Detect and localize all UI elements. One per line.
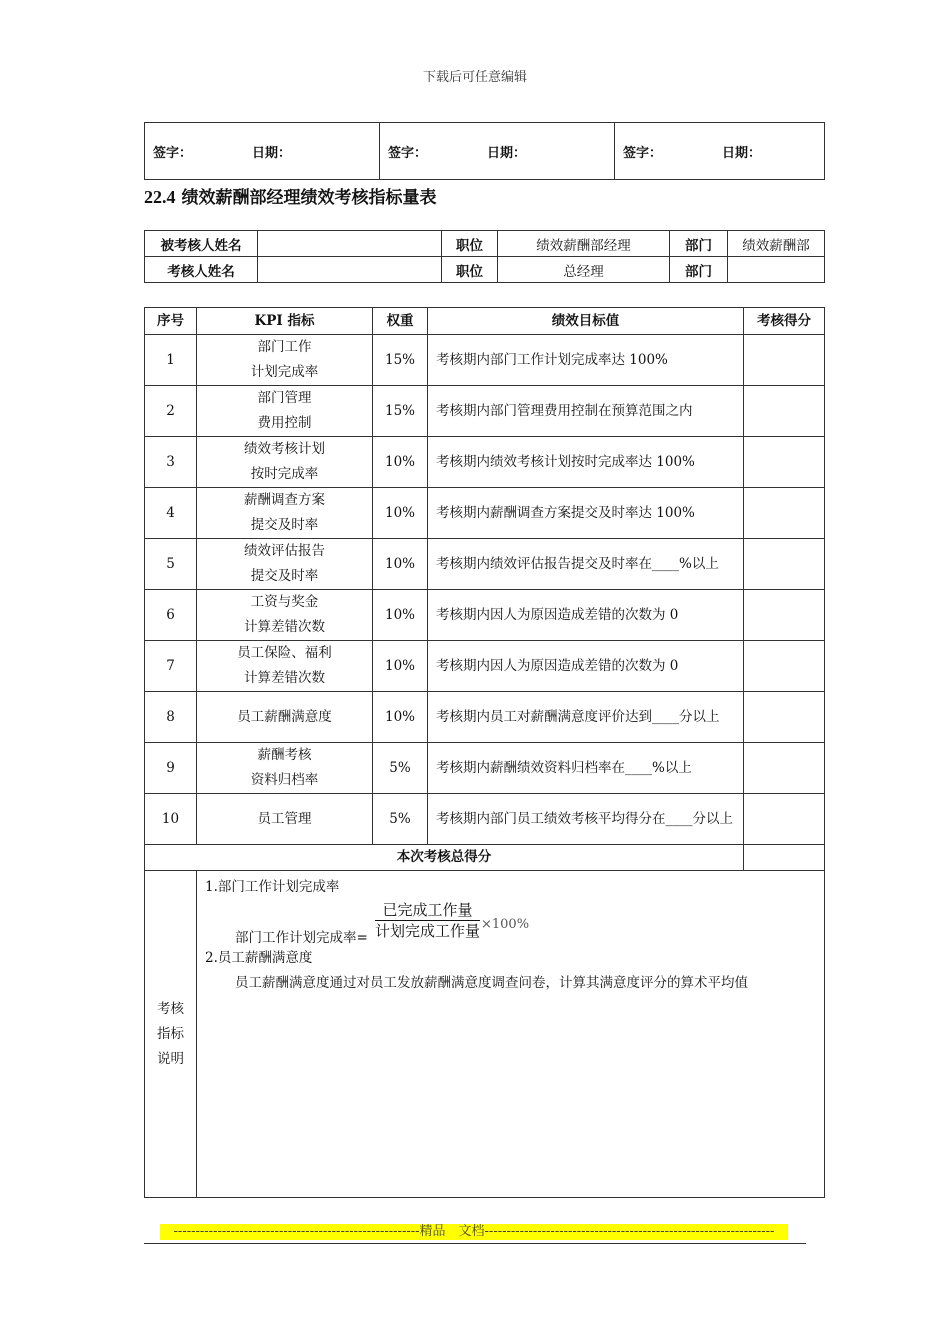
header-target: 绩效目标值 [428, 308, 744, 335]
completion-rate-formula [205, 900, 824, 946]
row-kpi [197, 743, 373, 794]
signature-cell-3 [615, 123, 825, 180]
table-row [145, 641, 825, 692]
row-weight: 10% [373, 692, 428, 743]
table-row [145, 437, 825, 488]
row-score [744, 335, 825, 386]
row-no: 1 [145, 335, 197, 386]
row-score [744, 437, 825, 488]
row-target: 考核期内薪酬绩效资料归档率在____%以上 [428, 743, 744, 794]
notes-label-line: 说明 [157, 1050, 184, 1067]
formula-fraction [375, 900, 480, 941]
table-row [145, 794, 825, 845]
header-kpi: KPI 指标 [197, 308, 373, 335]
assessee-name-label: 被考核人姓名 [145, 231, 258, 257]
row-target: 考核期内部门管理费用控制在预算范围之内 [428, 386, 744, 437]
signature-table [144, 122, 825, 180]
formula-multiplier: ×100% [481, 917, 530, 932]
row-score [744, 590, 825, 641]
assessor-name-label: 考核人姓名 [145, 257, 258, 283]
kpi-line: 工资与奖金 [250, 594, 319, 610]
position-label: 职位 [442, 257, 498, 283]
row-no: 7 [145, 641, 197, 692]
kpi-line: 薪酬考核 [257, 747, 312, 763]
kpi-line: 按时完成率 [250, 466, 319, 482]
row-no: 9 [145, 743, 197, 794]
formula-numerator: 已完成工作量 [375, 900, 480, 921]
kpi-line: 提交及时率 [250, 568, 319, 584]
footer-dashes-right: ------------------------------------------------------------------ [484, 1224, 775, 1239]
row-kpi [197, 386, 373, 437]
row-kpi [197, 641, 373, 692]
row-no: 6 [145, 590, 197, 641]
row-kpi [197, 794, 373, 845]
row-no: 3 [145, 437, 197, 488]
row-no: 4 [145, 488, 197, 539]
notes-label [145, 871, 197, 1198]
row-target: 考核期内因人为原因造成差错的次数为 0 [428, 590, 744, 641]
notes-label-line: 指标 [157, 1025, 184, 1042]
row-weight: 15% [373, 386, 428, 437]
row-kpi [197, 335, 373, 386]
total-label: 本次考核总得分 [145, 845, 744, 871]
kpi-line: 绩效评估报告 [244, 543, 325, 559]
kpi-line: 员工薪酬满意度 [237, 708, 332, 725]
row-target: 考核期内部门员工绩效考核平均得分在____分以上 [428, 794, 744, 845]
row-score [744, 743, 825, 794]
section-title-text: 绩效薪酬部经理绩效考核指标量表 [181, 188, 437, 208]
header-no: 序号 [145, 308, 197, 335]
kpi-line: 计划完成率 [250, 364, 319, 380]
assessor-name-value [258, 257, 442, 283]
row-target: 考核期内绩效考核计划按时完成率达 100% [428, 437, 744, 488]
assessee-position-value: 绩效薪酬部经理 [498, 231, 670, 257]
kpi-line: 部门管理 [257, 390, 312, 406]
table-row [145, 692, 825, 743]
dept-label: 部门 [670, 257, 728, 283]
date-label: 日期： [252, 145, 292, 161]
date-label: 日期： [722, 145, 762, 161]
sign-label: 签字： [388, 145, 428, 161]
sign-label: 签字： [623, 145, 663, 161]
row-target: 考核期内员工对薪酬满意度评价达到____分以上 [428, 692, 744, 743]
row-kpi [197, 488, 373, 539]
sign-label: 签字： [153, 145, 193, 161]
kpi-line: 员工管理 [257, 810, 312, 827]
table-row [145, 539, 825, 590]
row-score [744, 539, 825, 590]
formula-lhs: 部门工作计划完成率= [235, 930, 368, 946]
kpi-line: 计算差错次数 [244, 619, 325, 635]
header-score: 考核得分 [744, 308, 825, 335]
kpi-line: 费用控制 [257, 415, 312, 431]
kpi-line: 薪酬调查方案 [244, 492, 325, 508]
signature-cell-2 [380, 123, 615, 180]
row-kpi [197, 590, 373, 641]
kpi-line: 绩效考核计划 [244, 441, 325, 457]
row-no: 5 [145, 539, 197, 590]
row-target: 考核期内部门工作计划完成率达 100% [428, 335, 744, 386]
row-no: 10 [145, 794, 197, 845]
kpi-line: 员工保险、福利 [237, 645, 332, 661]
assessor-dept-value [728, 257, 825, 283]
total-score [744, 845, 825, 871]
row-no: 2 [145, 386, 197, 437]
table-row [145, 743, 825, 794]
section-number: 22.4 [144, 187, 176, 207]
row-weight: 5% [373, 794, 428, 845]
table-row [145, 386, 825, 437]
row-weight: 10% [373, 641, 428, 692]
assessor-position-value: 总经理 [498, 257, 670, 283]
note-item2-title: 2.员工薪酬满意度 [205, 950, 313, 966]
table-row [145, 335, 825, 386]
row-target: 考核期内绩效评估报告提交及时率在____%以上 [428, 539, 744, 590]
row-weight: 10% [373, 590, 428, 641]
row-score [744, 641, 825, 692]
row-weight: 15% [373, 335, 428, 386]
row-weight: 5% [373, 743, 428, 794]
table-row [145, 590, 825, 641]
section-title [144, 183, 437, 208]
row-weight: 10% [373, 437, 428, 488]
kpi-table [144, 307, 825, 1198]
row-score [744, 488, 825, 539]
row-kpi [197, 437, 373, 488]
assessee-name-value [258, 231, 442, 257]
formula-denominator: 计划完成工作量 [375, 922, 481, 940]
total-row [145, 845, 825, 871]
note-item2-body: 员工薪酬满意度通过对员工发放薪酬满意度调查问卷，计算其满意度评分的算术平均值 [235, 975, 748, 991]
footer-text: 精品 文档 [419, 1224, 485, 1239]
notes-label-line: 考核 [157, 1000, 184, 1017]
row-score [744, 386, 825, 437]
row-kpi [197, 692, 373, 743]
info-table [144, 230, 825, 283]
row-score [744, 794, 825, 845]
header-weight: 权重 [373, 308, 428, 335]
signature-cell-1 [145, 123, 380, 180]
row-weight: 10% [373, 539, 428, 590]
kpi-line: 资料归档率 [250, 772, 319, 788]
dept-label: 部门 [670, 231, 728, 257]
assessee-dept-value: 绩效薪酬部 [728, 231, 825, 257]
kpi-line: 部门工作 [257, 339, 312, 355]
row-target: 考核期内薪酬调查方案提交及时率达 100% [428, 488, 744, 539]
kpi-line: 提交及时率 [250, 517, 319, 533]
row-score [744, 692, 825, 743]
footer-dashes-left: -------------------------------------------------------- [173, 1224, 420, 1239]
row-weight: 10% [373, 488, 428, 539]
notes-row [145, 871, 825, 1198]
kpi-header-row [145, 308, 825, 335]
date-label: 日期： [487, 145, 527, 161]
table-row [145, 488, 825, 539]
row-kpi [197, 539, 373, 590]
note-item1-title: 1.部门工作计划完成率 [205, 879, 340, 895]
notes-body [197, 871, 825, 1198]
row-target: 考核期内因人为原因造成差错的次数为 0 [428, 641, 744, 692]
header-note: 下载后可任意编辑 [422, 70, 527, 85]
footer-banner [160, 1224, 788, 1240]
row-no: 8 [145, 692, 197, 743]
kpi-line: 计算差错次数 [244, 670, 325, 686]
position-label: 职位 [442, 231, 498, 257]
footer-rule [144, 1243, 806, 1244]
